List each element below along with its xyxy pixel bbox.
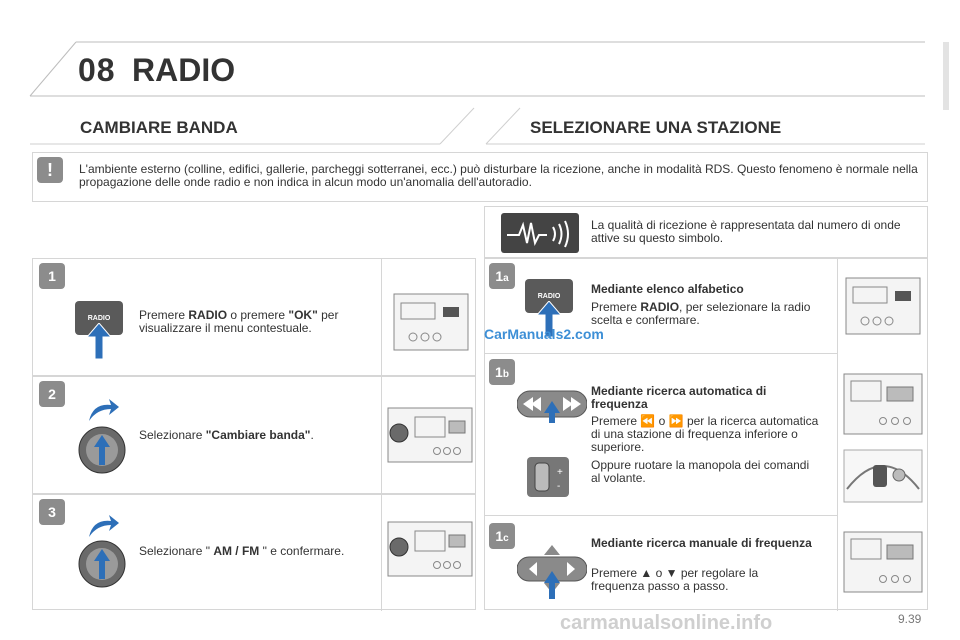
step-1a-text: Premere RADIO, per selezionare la radio scelta e confermare. — [591, 300, 811, 327]
step-badge-1: 1 — [39, 263, 65, 289]
radio-unit-illustration — [845, 277, 921, 335]
radio-unit-illustration — [393, 293, 469, 351]
chapter-title: RADIO — [132, 52, 236, 88]
step-2-text: Selezionare "Cambiare banda". — [139, 428, 314, 442]
step-badge-1c: 1 c — [489, 523, 515, 549]
divider — [837, 259, 838, 611]
step-1b-extra: Oppure ruotare la manopola dei comandi al volante. — [591, 458, 810, 485]
radio-unit-illustration — [843, 373, 923, 435]
reception-box — [484, 206, 928, 258]
radio-unit-illustration — [387, 407, 473, 463]
step-1b-text: Premere ⏪ o ⏩ per la ricerca automatica di una stazione di frequenza inferiore o superiore. — [591, 414, 819, 454]
radio-button-icon: RADIO — [75, 301, 123, 335]
step-1c-text: Premere ▲ o ▼ per regolare la frequenza passo a passo. — [591, 566, 759, 593]
fast-forward-icon: ⏩ — [668, 414, 684, 428]
step-badge-1a: 1 a — [489, 263, 515, 289]
step-badge-2: 2 — [39, 381, 65, 407]
step-badge-3: 3 — [39, 499, 65, 525]
reception-signal-icon — [501, 213, 579, 253]
watermark-bottom: carmanualsonline.info — [560, 612, 773, 634]
down-arrow-icon: ▼ — [665, 566, 678, 580]
divider — [381, 495, 382, 611]
watermark-top: CarManuals2.com — [484, 326, 604, 342]
step-3-text: Selezionare " AM / FM " e confermare. — [139, 544, 345, 558]
divider — [485, 515, 837, 516]
divider — [485, 353, 837, 354]
step-2-box — [32, 376, 476, 494]
radio-unit-illustration — [387, 521, 473, 577]
knob-icon — [77, 425, 127, 475]
section-title-change-band: CAMBIARE BANDA — [80, 118, 238, 137]
step-1b-heading: Mediante ricerca automatica di frequenza — [591, 384, 767, 411]
steering-control-icon — [527, 457, 569, 497]
warning-box — [32, 152, 928, 202]
divider — [381, 377, 382, 495]
seek-buttons-icon — [517, 387, 587, 423]
warning-text: L'ambiente esterno (colline, edifici, gallerie, parcheggi sotterranei, ecc.) può disturbare la ricezione, anche in modalità RDS. Questo fenomeno è normale nella propagazione delle onde radio e non indica in alcun modo un'anomalia dell'autoradio. — [79, 162, 918, 189]
rewind-icon: ⏪ — [640, 414, 656, 428]
svg-text:-: - — [557, 481, 561, 492]
step-badge-1b: 1 b — [489, 359, 515, 385]
knob-icon — [77, 539, 127, 589]
select-station-box — [484, 258, 928, 610]
chapter-number: 08 — [78, 52, 116, 88]
reception-text: La qualità di ricezione è rappresentata dal numero di onde attive su questo simbolo. — [591, 218, 901, 245]
page-number: 9.39 — [898, 612, 922, 626]
up-arrow-icon: ▲ — [640, 566, 653, 580]
step-1-text: Premere RADIO o premere "OK" per visualizzare il menu contestuale. — [139, 308, 339, 335]
section-title-select-station: SELEZIONARE UNA STAZIONE — [530, 118, 782, 137]
radio-button-icon: RADIO — [525, 279, 573, 313]
divider — [381, 259, 382, 377]
radio-unit-illustration — [843, 531, 923, 593]
step-1a-heading: Mediante elenco alfabetico — [591, 282, 744, 296]
rotate-arrow-icon — [85, 513, 119, 539]
press-arrow-icon — [87, 323, 111, 359]
steering-wheel-illustration — [843, 449, 923, 503]
rotate-arrow-icon — [85, 397, 119, 423]
step-3-box — [32, 494, 476, 610]
step-1c-heading: Mediante ricerca manuale di frequenza — [591, 536, 812, 550]
step-1-box — [32, 258, 476, 376]
up-down-buttons-icon — [517, 543, 587, 599]
svg-text:+: + — [557, 467, 563, 478]
warning-icon: ! — [37, 157, 63, 183]
